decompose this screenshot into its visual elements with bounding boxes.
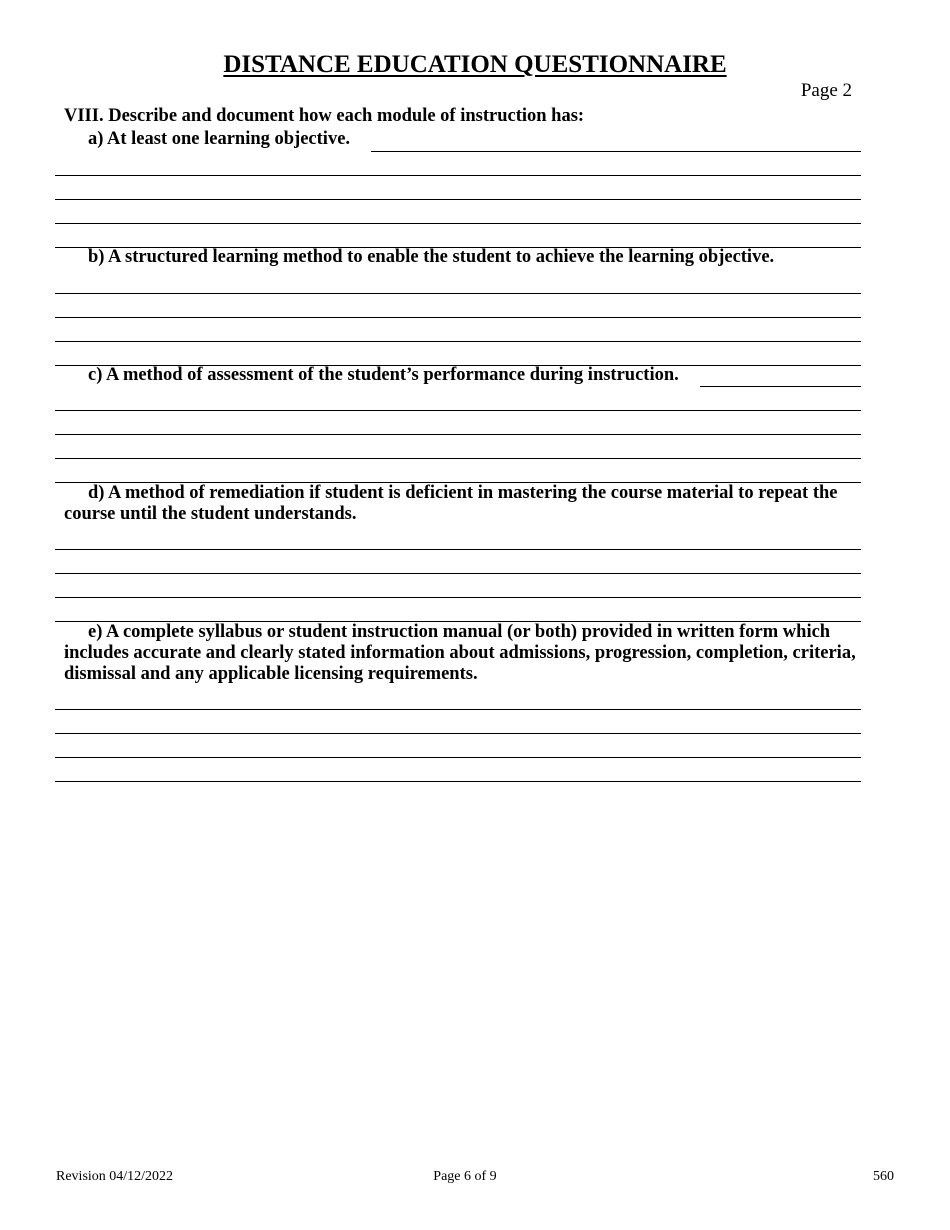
answer-line[interactable] bbox=[55, 293, 861, 294]
answer-line[interactable] bbox=[55, 573, 861, 574]
item-c-text: c) A method of assessment of the student’s performance during instruction. bbox=[88, 365, 679, 385]
answer-line[interactable] bbox=[55, 317, 861, 318]
answer-line[interactable] bbox=[55, 733, 861, 734]
footer-page-count: Page 6 of 9 bbox=[433, 1169, 497, 1184]
page-title: DISTANCE EDUCATION QUESTIONNAIRE bbox=[223, 51, 727, 78]
answer-line[interactable] bbox=[55, 341, 861, 342]
answer-line[interactable] bbox=[55, 434, 861, 435]
footer-form-number: 560 bbox=[873, 1169, 894, 1184]
section-heading: VIII. Describe and document how each module of instruction has: bbox=[64, 106, 585, 126]
item-e-text: e) A complete syllabus or student instruction manual (or both) provided in written form which includes accurate and clearly stated information about admissions, progression, completion, criteria, dismissal and any applicable licensing requirements. bbox=[64, 622, 856, 684]
answer-line[interactable] bbox=[55, 709, 861, 710]
answer-line[interactable] bbox=[55, 781, 861, 782]
answer-line[interactable] bbox=[55, 223, 861, 224]
page-label: Page 2 bbox=[800, 80, 852, 101]
item-a-text: a) At least one learning objective. bbox=[88, 129, 351, 149]
answer-line[interactable] bbox=[55, 175, 861, 176]
answer-line[interactable] bbox=[55, 597, 861, 598]
item-c-answer-line[interactable] bbox=[700, 386, 861, 387]
item-d-text: d) A method of remediation if student is deficient in mastering the course material to repeat the course until the student understands. bbox=[64, 483, 838, 524]
answer-line[interactable] bbox=[55, 458, 861, 459]
answer-line[interactable] bbox=[55, 410, 861, 411]
item-a-answer-line[interactable] bbox=[371, 151, 861, 152]
answer-line[interactable] bbox=[55, 757, 861, 758]
answer-line[interactable] bbox=[55, 199, 861, 200]
answer-line[interactable] bbox=[55, 549, 861, 550]
footer-revision: Revision 04/12/2022 bbox=[56, 1169, 174, 1184]
item-b-text: b) A structured learning method to enable the student to achieve the learning objective. bbox=[88, 247, 775, 267]
